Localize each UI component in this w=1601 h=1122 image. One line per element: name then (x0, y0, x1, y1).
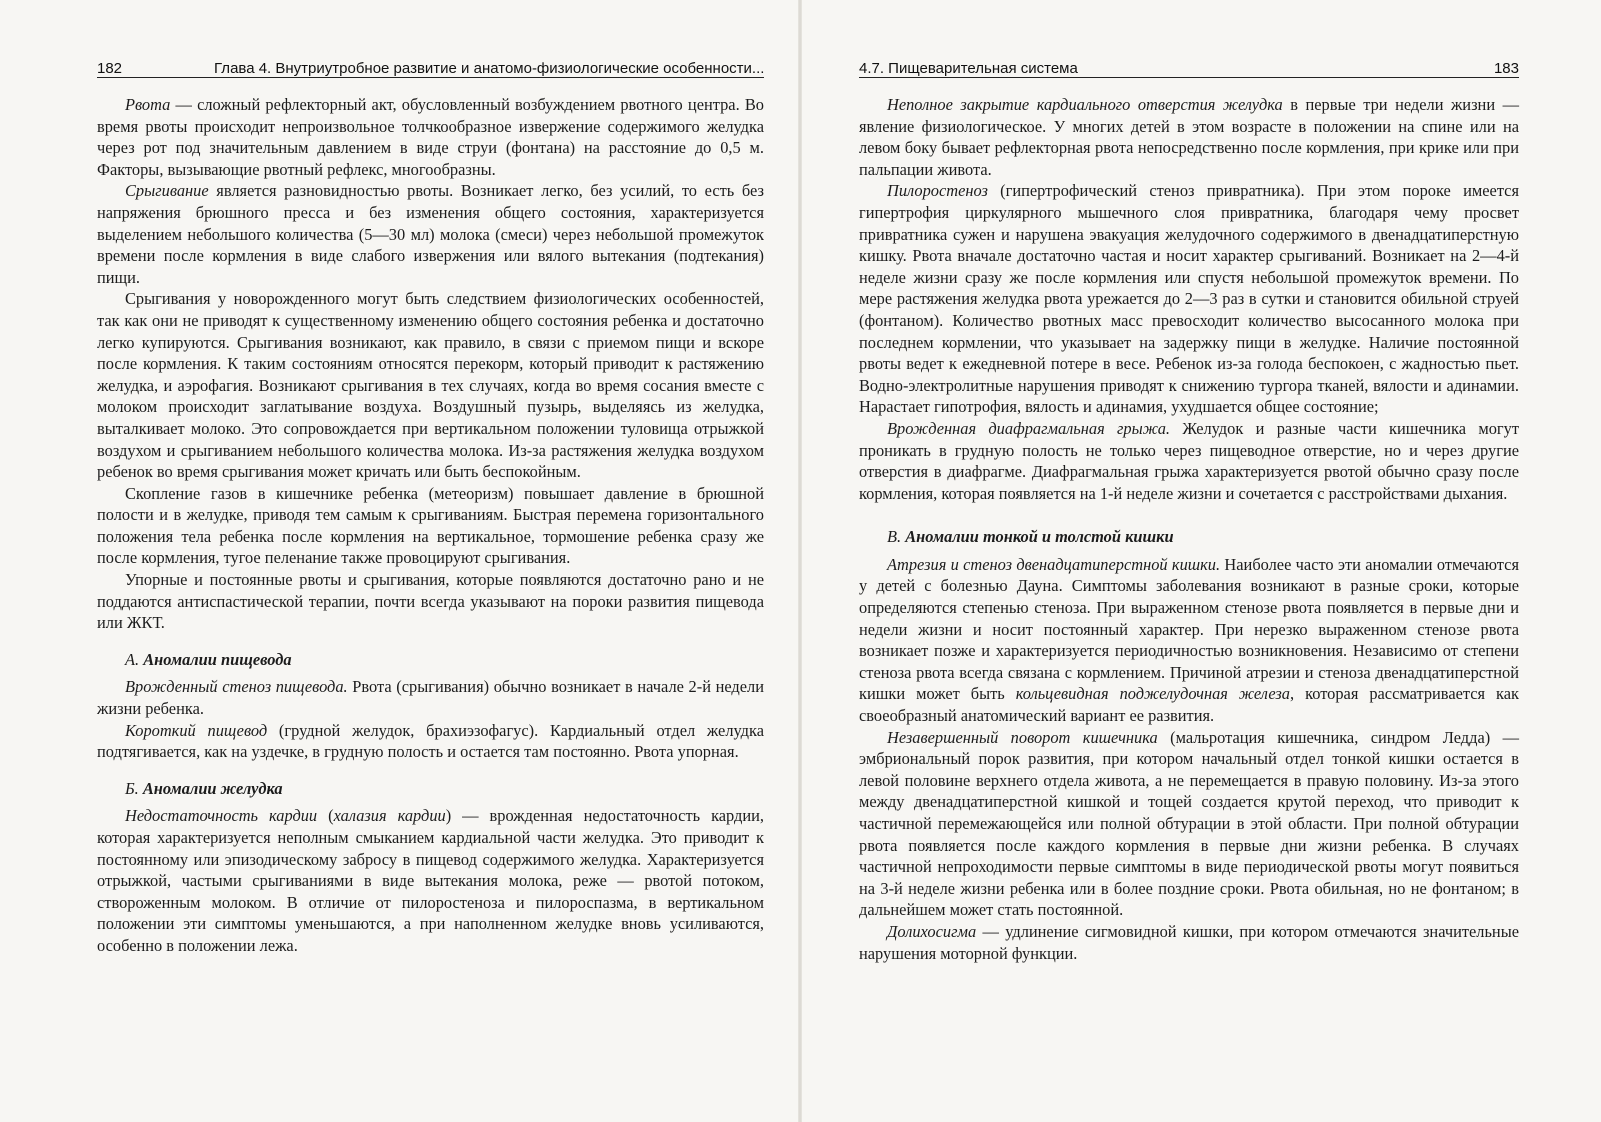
section-heading-v: В. Аномалии тонкой и толстой кишки (887, 527, 1174, 547)
term: Срыгивание (125, 181, 209, 201)
term: Атрезия и стеноз двенадцатиперстной кишки. (887, 554, 1221, 574)
term: Короткий пищевод (125, 720, 268, 740)
paragraph: Неполное закрытие кардиального отверстия желудка в первые три недели жизни — явление физиологическое. У многих детей в этом возрасте в положении на спине или на левом боку бывает рефлекторная рвота непосредственно после кормления, при крике или при пальпации живота. (859, 95, 1519, 179)
paragraph: Долихосигма — удлинение сигмовидной кишки, при котором отмечаются значительные нарушения моторной функции. (859, 921, 1519, 963)
running-head: Глава 4. Внутриутробное развитие и анатомо-физиологические особенности... (214, 60, 765, 77)
left-page (0, 0, 800, 1122)
right-page (800, 0, 1601, 1122)
term: Врожденная диафрагмальная грыжа. (887, 418, 1171, 438)
term: Пилоростеноз (887, 181, 988, 201)
paragraph: Незавершенный поворот кишечника (мальротация кишечника, синдром Ледда) — эмбриональный порок развития, при котором начальный отдел тонкой кишки остается в левой половине верхнего отдела живота, а не перемещается в правую половину. Из-за этого между двенадцатиперстной кишкой и тощей создается крутой переход, что приводит к частичной перемежающейся или полной обтурации в этой области. При полной обтурации рвота появляется после каждого кормления в первые дни жизни ребенка. В случаях частичной непроходимости первые симптомы в виде периодической рвоты могут появиться на 3-й неделе жизни ребенка или в более поздние сроки. Рвота обильная, но не фонтаном; в дальнейшем может стать постоянной. (859, 727, 1519, 920)
paragraph: Рвота — сложный рефлекторный акт, обусловленный возбуждением рвотного центра. Во время рвоты происходит непроизвольное толчкообразное извержение содержимого желудка через рот под значительным давлением в виде струи (фонтана) на расстояние до 0,5 м. Факторы, вызывающие рвотный рефлекс, многообразны. (97, 95, 764, 179)
right-page-header (859, 50, 1519, 78)
paragraph: Недостаточность кардии (халазия кардии) — врожденная недостаточность кардии, которая характеризуется неполным смыканием кардиальной части желудка. Это приводит к постоянному или эпизодическому забросу в пищевод содержимого желудка. Характеризуется отрыжкой, частыми срыгиваниями в виде вытекания молока, реже — рвотой потоком, створоженным молоком. В отличие от пилоростеноза и пилороспазма, в вертикальном положении эти симптомы уменьшаются, а при наполненном желудке вновь усиливаются, особенно в положении лежа. (97, 806, 765, 955)
left-page-header (97, 50, 764, 78)
paragraph: Срыгивание является разновидностью рвоты. Возникает легко, без усилий, то есть без напряжения брюшного пресса и без изменения общего состояния, характеризуется выделением небольшого количества (5—30 мл) молока (смеси) через небольшой промежуток времени после кормления в виде слабого извержения или вялого вытекания (подтекания) пищи. (97, 181, 764, 287)
term: Недостаточность кардии (125, 806, 318, 826)
paragraph: Пилоростеноз (гипертрофический стеноз привратника). При этом пороке имеется гипертрофия циркулярного мышечного слоя привратника, благодаря чему просвет привратника сужен и нарушена эвакуация желудочного содержимого в двенадцатиперстную кишку. Рвота вначале достаточно частая и носит характер срыгиваний. Возникает на 2—4-й неделе жизни сразу же после кормления или спустя небольшой промежуток времени. По мере растяжения желудка рвота урежается до 2—3 раз в сутки и становится обильной струей (фонтаном). Количество рвотных масс превосходит количество высосанного молока при последнем кормлении, что указывает на задержку пищи в желудке. Наличие постоянной рвоты ведет к ежедневной потере в весе. Ребенок из-за голода беспокоен, с жадностью пьет. Водно-электролитные нарушения приводят к снижению тургора тканей, вялости и адинамии. Нарастает гипотрофия, вялость и адинамия, ухудшается общее состояние; (859, 181, 1519, 417)
page-number: 182 (97, 60, 123, 77)
term: Рвота (125, 95, 171, 114)
running-head: 4.7. Пищеварительная система (859, 60, 1078, 77)
term: кольцевидная поджелудочная железа (1015, 684, 1291, 704)
term: Врожденный стеноз пищевода. (125, 677, 348, 697)
section-heading-a: А. Аномалии пищевода (125, 649, 292, 669)
paragraph: Скопление газов в кишечнике ребенка (метеоризм) повышает давление в брюшной полости и в желудке, приводя тем самым к срыгиваниям. Быстрая перемена горизонтального положения тела ребенка после кормления на вертикальное, тормошение ребенка сразу же после кормления, тугое пеленание также провоцируют срыгивания. (97, 483, 764, 568)
term: Долихосигма (887, 921, 977, 941)
section-heading-b: Б. Аномалии желудка (125, 778, 283, 798)
left-page-body (97, 94, 764, 957)
term: Неполное закрытие кардиального отверстия желудка (887, 95, 1283, 114)
paragraph: Врожденный стеноз пищевода. Рвота (срыгивания) обычно возникает в начале 2-й недели жизни ребенка. (97, 677, 764, 719)
right-page-body (859, 94, 1519, 964)
paragraph: Упорные и постоянные рвоты и срыгивания, которые появляются достаточно рано и не поддаются антиспастической терапии, почти всегда указывают на пороки развития пищевода или ЖКТ. (97, 570, 764, 633)
paragraph: Короткий пищевод (грудной желудок, брахиэзофагус). Кардиальный отдел желудка подтягивается, как на уздечке, в грудную полость и остается там постоянно. Рвота упорная. (97, 720, 764, 762)
paragraph: Срыгивания у новорожденного могут быть следствием физиологических особенностей, так как они не приводят к существенному изменению общего состояния ребенка и достаточно легко купируются. Срыгивания возникают, как правило, в связи с приемом пищи и вскоре после кормления. К таким состояниям относятся перекорм, который приводит к растяжению желудка, и аэрофагия. Возникают срыгивания в тех случаях, когда во время сосания вместе с молоком происходит заглатывание воздуха. Воздушный пузырь, выделяясь из желудка, выталкивает молоко. Это сопровождается при вертикальном положении туловища отрыжкой воздухом и срыгиванием небольшого количества молока. Из-за растяжения желудка воздухом ребенок во время срыгивания может кричать или быть беспокойным. (97, 289, 764, 482)
term: Незавершенный поворот кишечника (887, 727, 1158, 747)
page-number: 183 (1493, 60, 1519, 77)
term: халазия кардии (333, 806, 446, 826)
paragraph: Атрезия и стеноз двенадцатиперстной кишки. Наиболее часто эти аномалии отмечаются у детей с болезнью Дауна. Симптомы заболевания возникают в разные сроки, которые определяются степенью стеноза. При выраженном стенозе рвота появляется в первые дни и недели жизни и носит постоянный характер. При нерезко выраженном стенозе рвота возникает позже и характеризуется периодичностью возникновения. Независимо от степени стеноза рвота всегда связана с кормлением. Причиной атрезии и стеноза двенадцатиперстной кишки может быть кольцевидная поджелудочная железа, которая рассматривается как своеобразный анатомический вариант ее развития. (859, 554, 1519, 726)
paragraph: Врожденная диафрагмальная грыжа. Желудок и разные части кишечника могут проникать в грудную полость не только через пищеводное отверстие, но и через другие отверстия в диафрагме. Диафрагмальная грыжа характеризуется рвотой обычно сразу после кормления, которая появляется на 1-й неделе жизни и сочетается с расстройствами дыхания. (859, 418, 1519, 503)
